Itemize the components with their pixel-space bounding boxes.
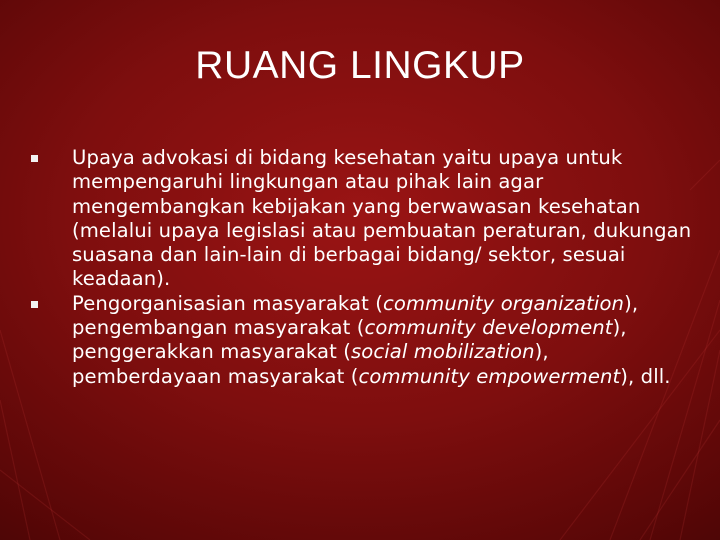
bullet-text-segment: ), penggerakkan masyarakat ( — [72, 316, 627, 364]
bullet-text-italic: social mobilization — [350, 340, 535, 364]
bullet-text-segment: ), pemberdayaan masyarakat ( — [72, 340, 549, 388]
bullet-list — [30, 146, 700, 389]
bullet-text-italic: community organization — [382, 291, 625, 315]
bullet-text-italic: community development — [364, 316, 613, 340]
bullet-item — [30, 292, 700, 389]
bullet-text-segment: ), dll. — [620, 364, 671, 388]
bullet-text-segment: ), pengembangan masyarakat ( — [72, 291, 639, 340]
square-bullet-icon — [31, 301, 38, 308]
bullet-item — [30, 146, 700, 292]
bullet-text: Upaya advokasi di bidang kesehatan yaitu upaya untuk mempengaruhi lingkungan atau pihak lain agar mengembangkan kebijakan yang berwawasan kesehatan (melalui upaya legislasi atau pembuatan peraturan, dukungan suasana dan lain-lain di berbagai bidang/ sektor, sesuai keadaan). — [72, 146, 692, 291]
slide-title: RUANG LINGKUP — [195, 44, 525, 87]
bullet-text-italic: community empowerment — [358, 364, 621, 388]
bullet-text — [72, 292, 671, 388]
bullet-text-segment: Pengorganisasian masyarakat ( — [72, 291, 383, 315]
square-bullet-icon — [31, 155, 38, 162]
